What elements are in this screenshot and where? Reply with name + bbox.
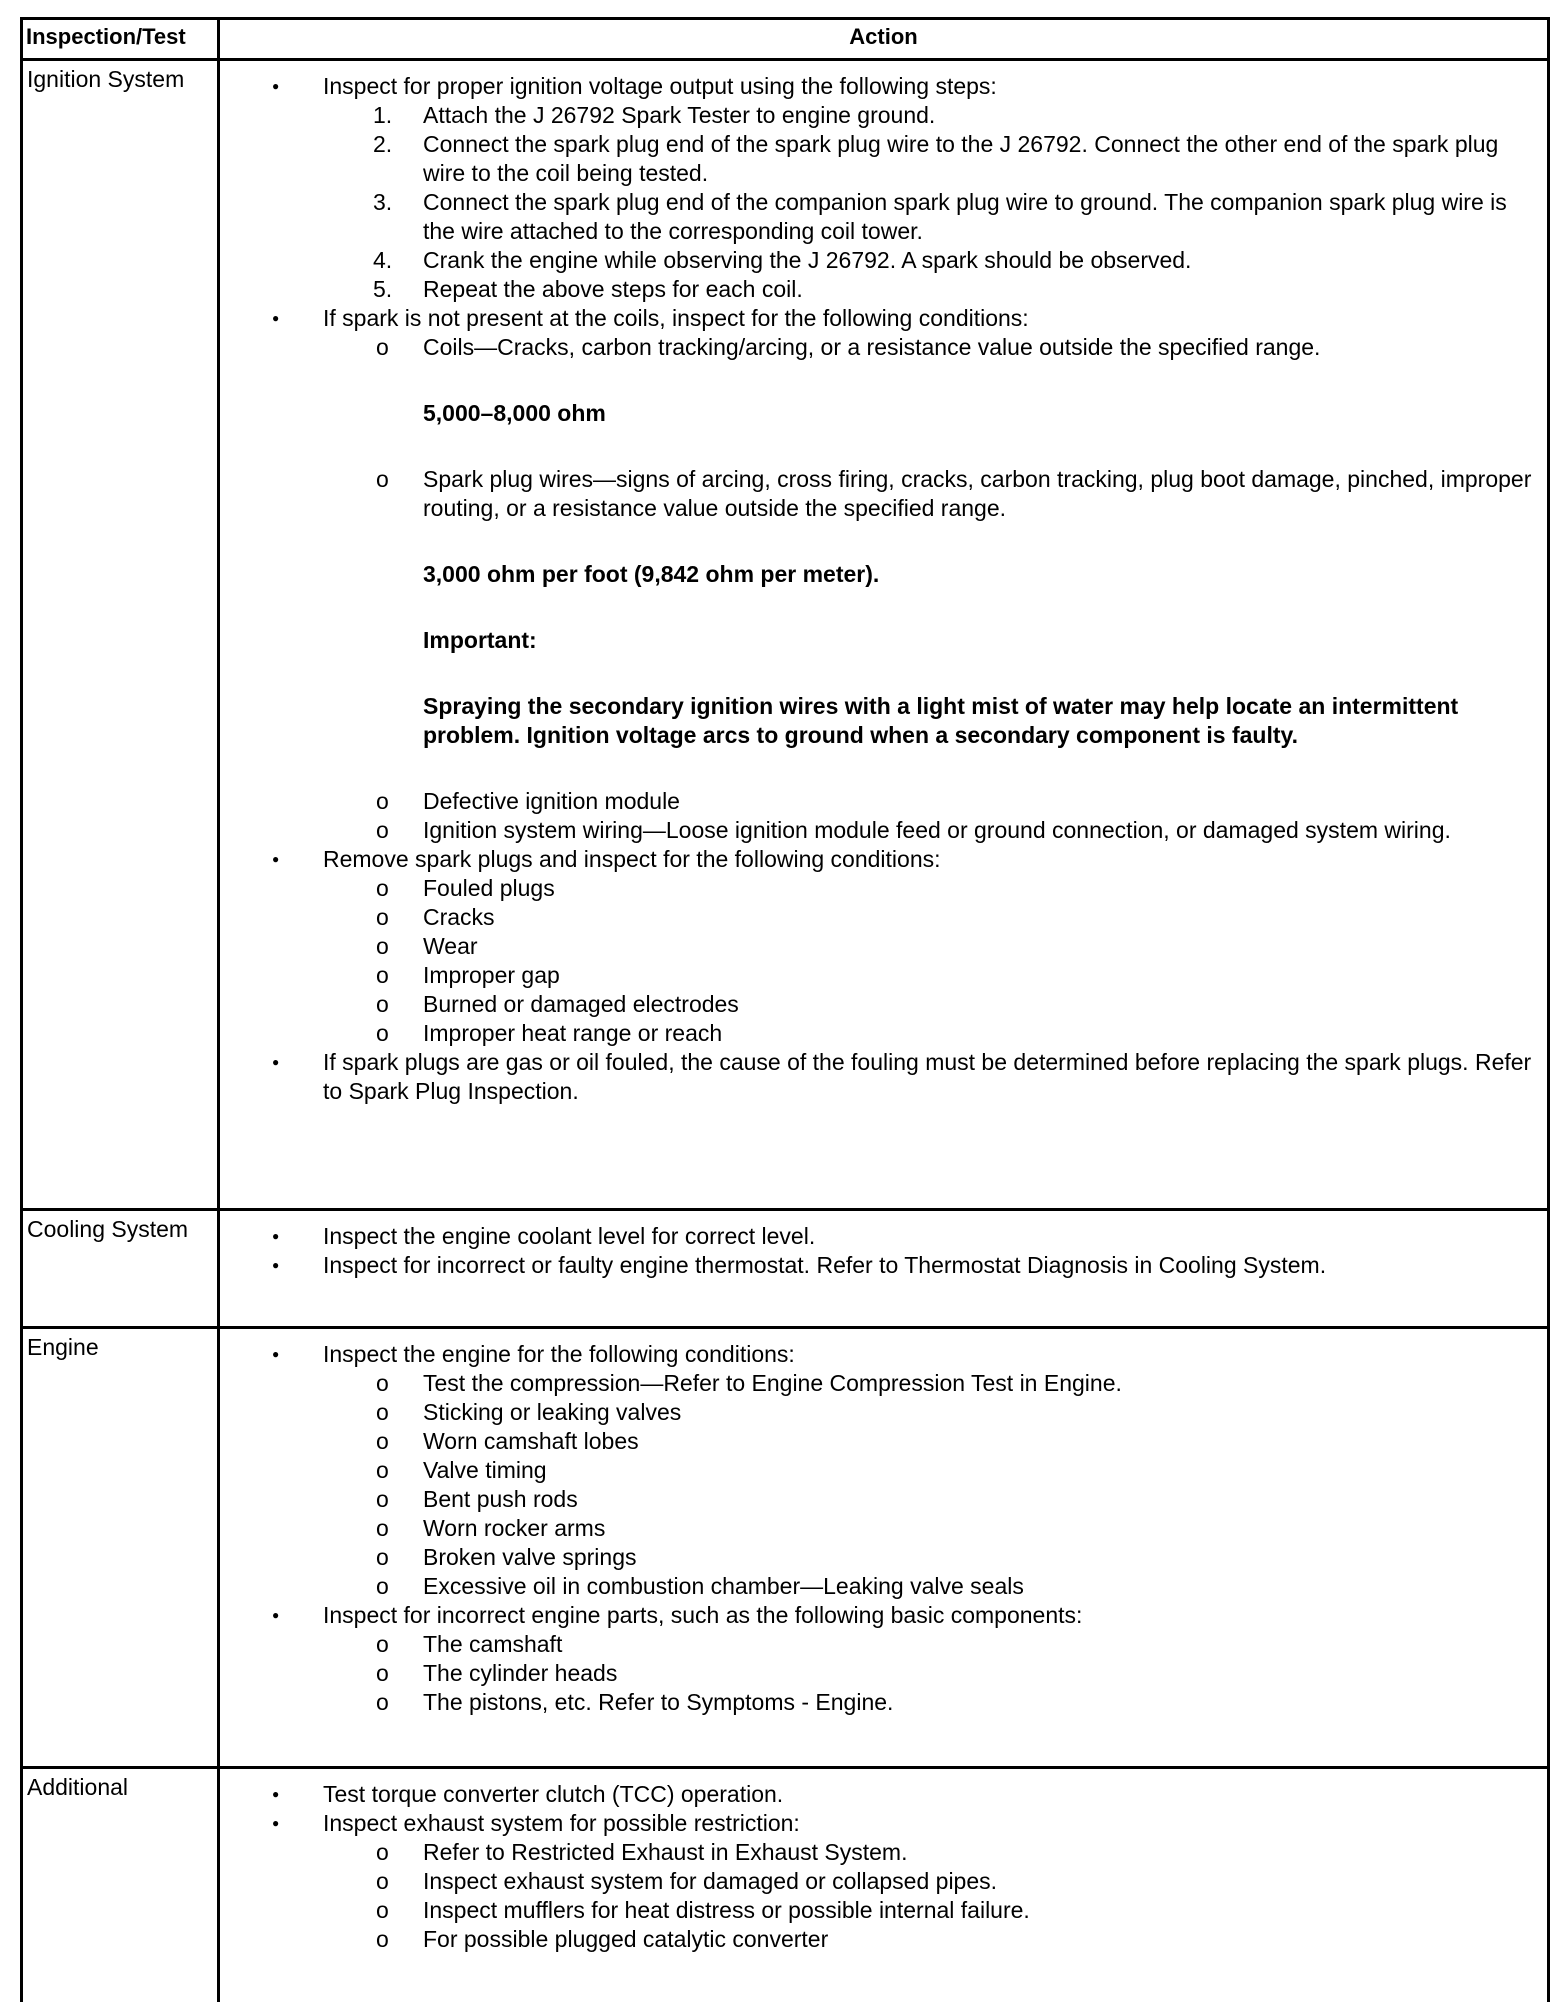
list-item: ● Inspect the engine coolant level for correct level. <box>220 1222 1539 1251</box>
sub-item-module: o Defective ignition module <box>220 787 1539 816</box>
wires-spec: 3,000 ohm per foot (9,842 ohm per meter). <box>423 561 880 587</box>
header-action: Action <box>219 19 1549 60</box>
step-item: 2. Connect the spark plug end of the spark plug wire to the J 26792. Connect the other end of the spark plug wire to the coil being tested. <box>373 131 1499 186</box>
list-item: o Improper gap <box>220 961 1539 990</box>
row-engine <box>22 1328 1549 1768</box>
list-item: o The cylinder heads <box>220 1659 1539 1688</box>
list-item: o The pistons, etc. Refer to Symptoms - Engine. <box>220 1688 1539 1717</box>
list-item: ● If spark plugs are gas or oil fouled, the cause of the fouling must be determined before replacing the spark plugs. Refer to Spark Plug Inspection. <box>220 1048 1539 1106</box>
row-ignition-system <box>22 60 1549 1210</box>
list-item: ● Inspect for incorrect or faulty engine thermostat. Refer to Thermostat Diagnosis in Cooling System. <box>220 1251 1539 1280</box>
list-item: ● Remove spark plugs and inspect for the following conditions: <box>220 845 1539 874</box>
list-item: o Valve timing <box>220 1456 1539 1485</box>
step-item: 3. Connect the spark plug end of the companion spark plug wire to ground. The companion spark plug wire is the wire attached to the corresponding coil tower. <box>373 189 1507 244</box>
row-additional <box>22 1768 1549 2002</box>
list-item: o Fouled plugs <box>220 874 1539 903</box>
important-text: Spraying the secondary ignition wires with a light mist of water may help locate an intermittent problem. Ignition voltage arcs to ground when a secondary component is faulty. <box>423 693 1459 748</box>
category-additional: Additional <box>22 1768 219 2002</box>
action-engine <box>219 1328 1549 1768</box>
list-item: o Burned or damaged electrodes <box>220 990 1539 1019</box>
list-item: o Refer to Restricted Exhaust in Exhaust System. <box>220 1838 1539 1867</box>
list-item: ● Inspect for incorrect engine parts, such as the following basic components: <box>220 1601 1539 1630</box>
header-inspection-test: Inspection/Test <box>22 19 219 60</box>
sub-item-coils: o Coils—Cracks, carbon tracking/arcing, or a resistance value outside the specified range. <box>220 333 1539 362</box>
sub-item-wires: o Spark plug wires—signs of arcing, cross firing, cracks, carbon tracking, plug boot damage, pinched, improper routing, or a resistance value outside the specified range. <box>220 465 1539 523</box>
list-item: o Wear <box>220 932 1539 961</box>
category-engine: Engine <box>22 1328 219 1768</box>
important-label: Important: <box>423 627 537 653</box>
list-item: o Improper heat range or reach <box>220 1019 1539 1048</box>
list-item: o Inspect mufflers for heat distress or possible internal failure. <box>220 1896 1539 1925</box>
list-item: o The camshaft <box>220 1630 1539 1659</box>
list-item: ● Inspect the engine for the following conditions: <box>220 1340 1539 1369</box>
inspection-table <box>20 17 1550 2002</box>
action-ignition-system <box>219 60 1549 1210</box>
action-additional <box>219 1768 1549 2002</box>
list-item: o Worn camshaft lobes <box>220 1427 1539 1456</box>
list-item: ● Test torque converter clutch (TCC) operation. <box>220 1780 1539 1809</box>
list-item: o Worn rocker arms <box>220 1514 1539 1543</box>
coils-spec: 5,000–8,000 ohm <box>423 400 606 426</box>
list-item: o Cracks <box>220 903 1539 932</box>
category-ignition-system: Ignition System <box>22 60 219 1210</box>
step-item: 4. Crank the engine while observing the J 26792. A spark should be observed. <box>373 247 1192 273</box>
row-cooling-system <box>22 1210 1549 1328</box>
header-row <box>22 19 1549 60</box>
list-item: o Inspect exhaust system for damaged or collapsed pipes. <box>220 1867 1539 1896</box>
list-item: o Excessive oil in combustion chamber—Leaking valve seals <box>220 1572 1539 1601</box>
list-item: o Test the compression—Refer to Engine Compression Test in Engine. <box>220 1369 1539 1398</box>
list-item: ● If spark is not present at the coils, inspect for the following conditions: <box>220 304 1539 333</box>
category-cooling-system: Cooling System <box>22 1210 219 1328</box>
list-item: ● Inspect for proper ignition voltage output using the following steps: <box>220 72 1539 101</box>
list-item: o Broken valve springs <box>220 1543 1539 1572</box>
action-cooling-system <box>219 1210 1549 1328</box>
list-item: o For possible plugged catalytic converter <box>220 1925 1539 1954</box>
step-item: 1. Attach the J 26792 Spark Tester to engine ground. <box>373 102 936 128</box>
list-item: o Bent push rods <box>220 1485 1539 1514</box>
sub-item-wiring: o Ignition system wiring—Loose ignition module feed or ground connection, or damaged system wiring. <box>220 816 1539 845</box>
step-item: 5. Repeat the above steps for each coil. <box>373 276 803 302</box>
list-item: ● Inspect exhaust system for possible restriction: <box>220 1809 1539 1838</box>
list-item: o Sticking or leaking valves <box>220 1398 1539 1427</box>
